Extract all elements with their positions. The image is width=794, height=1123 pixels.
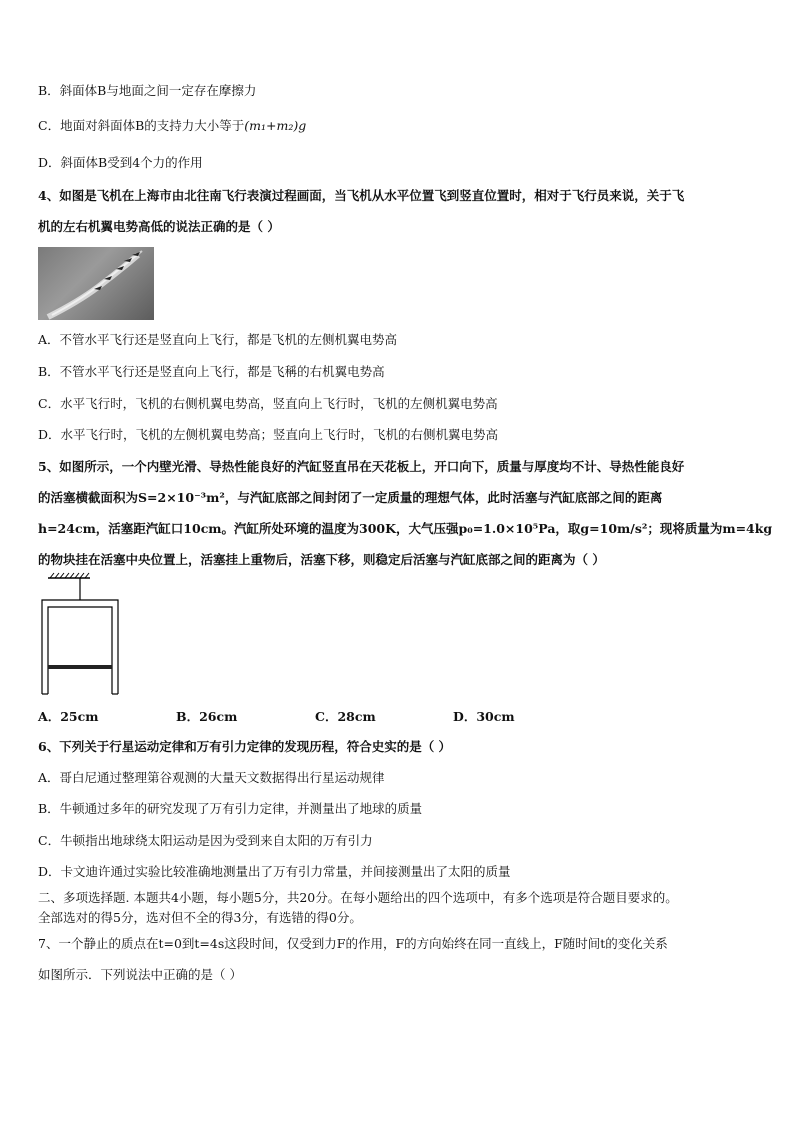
airshow-photo-graphic	[38, 247, 154, 320]
airshow-photo	[38, 247, 154, 320]
q5-stem-line4: 的物块挂在活塞中央位置上，活塞挂上重物后，活塞下移，则稳定后活塞与汽缸底部之间的距离为（ ）	[38, 552, 605, 567]
q6-option-a: A．哥白尼通过整理第谷观测的大量天文数据得出行星运动规律	[38, 770, 385, 785]
q3-option-c-text: C．地面对斜面体B的支持力大小等于	[38, 118, 245, 133]
q4-option-d: D．水平飞行时，飞机的左侧机翼电势高；竖直向上飞行时，飞机的右侧机翼电势高	[38, 427, 499, 442]
q5-option-a: A．25cm	[38, 709, 99, 724]
q7-stem-line1: 7、一个静止的质点在t=0到t=4s这段时间，仅受到力F的作用，F的方向始终在同一直线上，F随时间t的变化关系	[38, 936, 668, 951]
q5-option-c: C．28cm	[315, 709, 376, 724]
q3-option-c	[38, 118, 306, 134]
q6-option-b: B．牛顿通过多年的研究发现了万有引力定律，并测量出了地球的质量	[38, 801, 423, 816]
q5-stem-line3: h=24cm，活塞距汽缸口10cm。汽缸所处环境的温度为300K，大气压强p₀=1.0×10⁵Pa，取g=10m/s²；现将质量为m=4kg	[38, 521, 773, 536]
q4-stem-line2: 机的左右机翼电势高低的说法正确的是（ ）	[38, 219, 280, 234]
q5-stem-line1: 5、如图所示，一个内壁光滑、导热性能良好的汽缸竖直吊在天花板上，开口向下，质量与厚度均不计、导热性能良好	[38, 459, 685, 474]
q4-option-b: B．不管水平飞行还是竖直向上飞行，都是飞稱的右机翼电势高	[38, 364, 385, 379]
cylinder-diagram	[38, 572, 128, 698]
q6-option-c: C．牛顿指出地球绕太阳运动是因为受到来自太阳的万有引力	[38, 833, 373, 848]
q5-option-d: D．30cm	[453, 709, 515, 724]
q5-stem-line2: 的活塞横截面积为S=2×10⁻³m²，与汽缸底部之间封闭了一定质量的理想气体，此时活塞与汽缸底部之间的距离	[38, 490, 663, 505]
q6-option-d: D．卡文迪许通过实验比较准确地测量出了万有引力常量，并间接测量出了太阳的质量	[38, 864, 511, 879]
q3-option-b: B．斜面体B与地面之间一定存在摩擦力	[38, 83, 257, 98]
q3-option-d: D．斜面体B受到4个力的作用	[38, 155, 203, 170]
q4-option-a: A．不管水平飞行还是竖直向上飞行，都是飞机的左侧机翼电势高	[38, 332, 398, 347]
section2-header-line1: 二、多项选择题. 本题共4小题，每小题5分，共20分。在每小题给出的四个选项中，有多个选项是符合题目要求的。	[38, 890, 678, 905]
section2-header-line2: 全部选对的得5分，选对但不全的得3分，有选错的得0分。	[38, 910, 362, 925]
q3-option-c-formula: (m₁+m₂)g	[244, 118, 307, 133]
q7-stem-line2: 如图所示．下列说法中正确的是（ ）	[38, 967, 242, 982]
q4-option-c: C．水平飞行时，飞机的右侧机翼电势高，竖直向上飞行时，飞机的左侧机翼电势高	[38, 396, 498, 411]
q6-stem: 6、下列关于行星运动定律和万有引力定律的发现历程，符合史实的是（ ）	[38, 739, 452, 754]
q5-option-b: B．26cm	[176, 709, 238, 724]
q4-stem-line1: 4、如图是飞机在上海市由北往南飞行表演过程画面，当飞机从水平位置飞到竖直位置时，相对于飞行员来说，关于飞	[38, 188, 685, 203]
